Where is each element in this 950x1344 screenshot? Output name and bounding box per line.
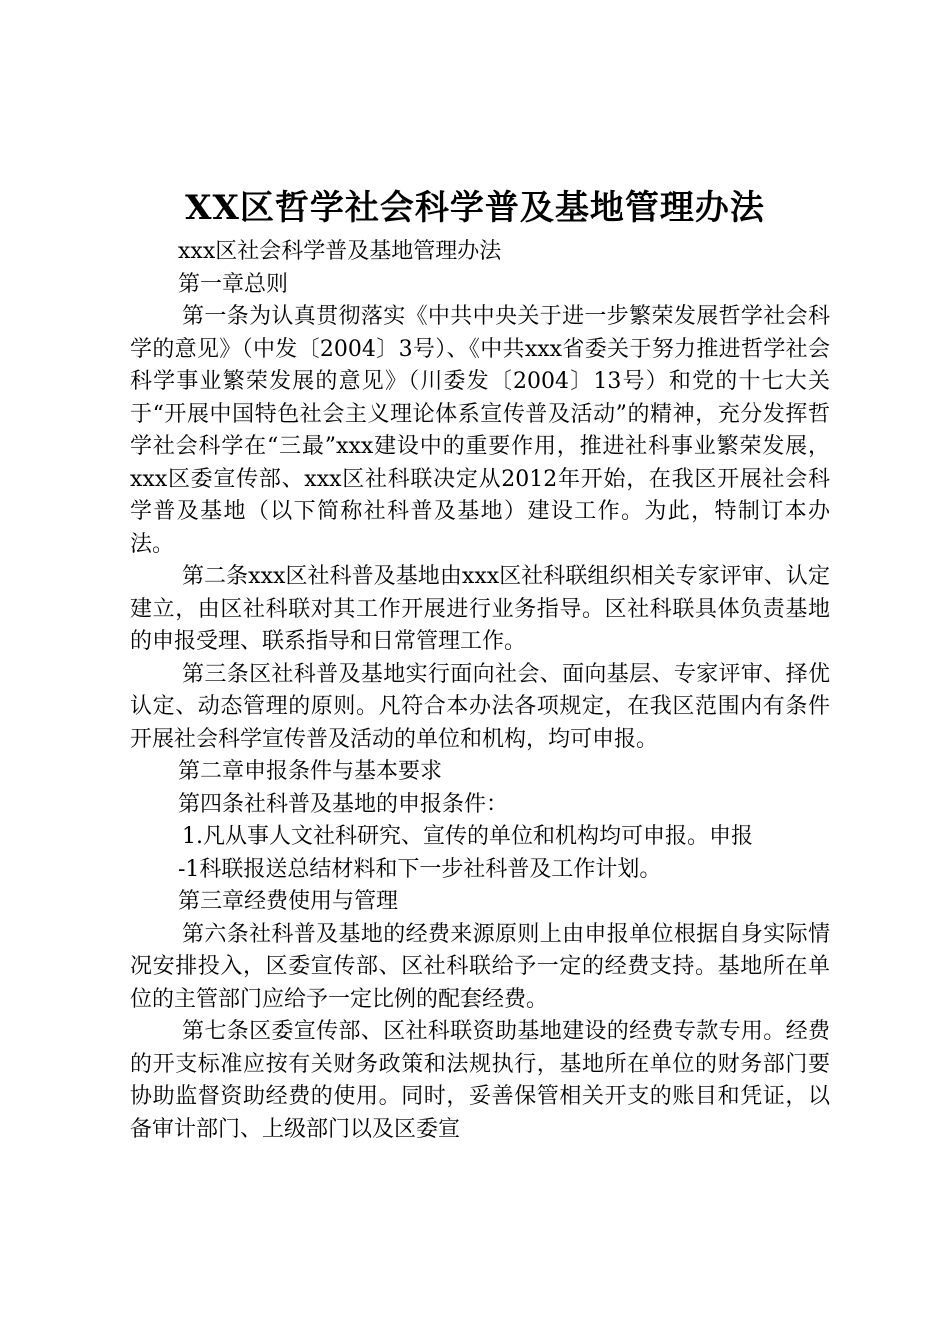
paragraph-chapter-1: 第一章总则 [178, 271, 289, 297]
paragraph-subtitle: xxx区社会科学普及基地管理办法 [178, 239, 502, 264]
document-body [130, 236, 830, 1146]
paragraph-condition-1: 1.凡从事人文社科研究、宣传的单位和机构均可申报。申报 [182, 824, 753, 849]
paragraph-chapter-3: 第三章经费使用与管理 [178, 889, 399, 914]
paragraph-chapter-2: 第二章申报条件与基本要求 [178, 759, 443, 784]
paragraph-article-4: 第四条社科普及基地的申报条件： [178, 791, 509, 817]
paragraph-article-1: 第一条为认真贯彻落实《中共中央关于进一步繁荣发展哲学社会科学的意见》（中发〔2004〕3号）、《中共xxx省委关于努力推进哲学社会科学事业繁荣发展的意见》（川委发〔2004〕13号）和党的十七大关于“开展中国特色社会主义理论体系宣传普及活动”的精神，充分发挥哲学社会科学在“三最”xxx建设中的重要作用，推进社科事业繁荣发展，xxx区委宣传部、xxx区社科联决定从2012年开始，在我区开展社会科学普及基地（以下简称社科普及基地）建设工作。为此，特制订本办法。 [130, 304, 830, 557]
paragraph-article-2: 第二条xxx区社科普及基地由xxx区社科联组织相关专家评审、认定建立，由区社科联对其工作开展进行业务指导。区社科联具体负责基地的申报受理、联系指导和日常管理工作。 [130, 564, 830, 654]
paragraph-article-6: 第六条社科普及基地的经费来源原则上由申报单位根据自身实际情况安排投入，区委宣传部、区社科联给予一定的经费支持。基地所在单位的主管部门应给予一定比例的配套经费。 [130, 921, 830, 1012]
paragraph-fragment: -1科联报送总结材料和下一步社科普及工作计划。 [178, 856, 662, 882]
document-title: XX区哲学社会科学普及基地管理办法 [185, 188, 765, 228]
paragraph-article-7: 第七条区委宣传部、区社科联资助基地建设的经费专款专用。经费的开支标准应按有关财务政策和法规执行，基地所在单位的财务部门要协助监督资助经费的使用。同时，妥善保管相关开支的账目和凭证，以备审计部门、上级部门以及区委宣 [130, 1019, 830, 1142]
paragraph-article-3: 第三条区社科普及基地实行面向社会、面向基层、专家评审、择优认定、动态管理的原则。凡符合本办法各项规定，在我区范围内有条件开展社会科学宣传普及活动的单位和机构，均可申报。 [130, 661, 830, 752]
